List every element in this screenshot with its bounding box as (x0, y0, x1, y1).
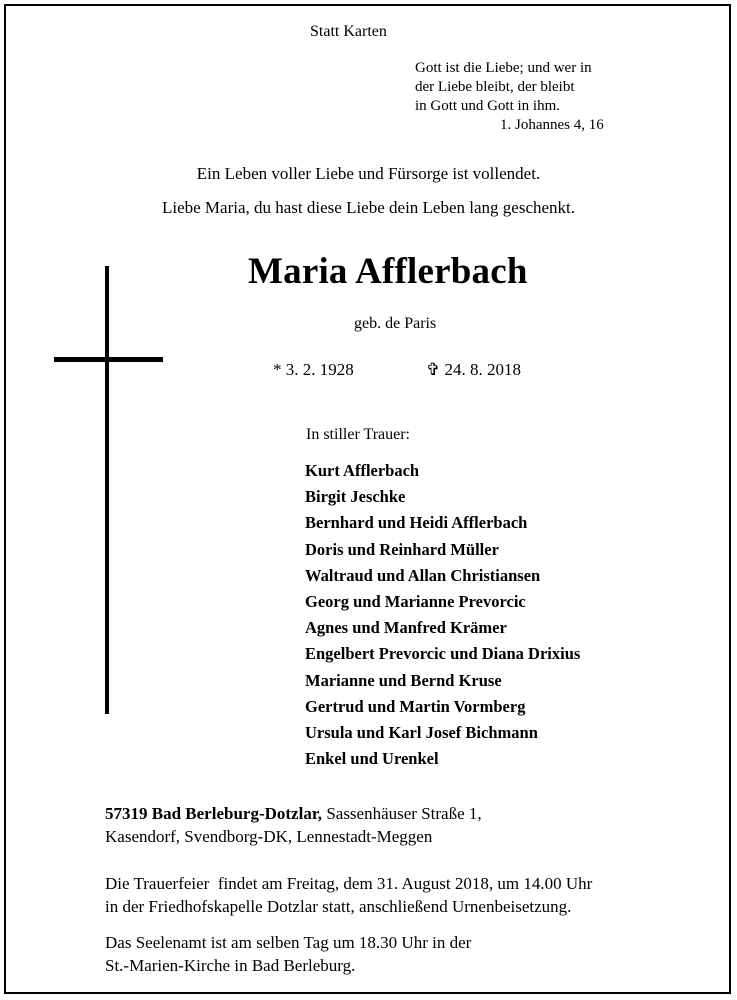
mourner-name: Kurt Afflerbach (305, 461, 420, 480)
verse-line: der Liebe bleibt, der bleibt (415, 79, 575, 95)
mourner-name: Marianne und Bernd Kruse (305, 670, 502, 690)
maiden-name: geb. de Paris (354, 315, 437, 332)
intro-line-2: Liebe Maria, du hast diese Liebe dein Leben lang geschenkt. (161, 198, 576, 217)
requiem-line-2: St.-Marien-Kirche in Bad Berleburg. (105, 956, 356, 975)
address-street: Sassenhäuser Straße 1, (322, 804, 482, 823)
requiem-line-1: Das Seelenamt ist am selben Tag um 18.30 Uhr in der (105, 933, 472, 952)
mourner-name: Doris und Reinhard Müller (305, 539, 499, 559)
mourners-heading: In stiller Trauer: (306, 426, 410, 443)
verse-line: Gott ist die Liebe; und wer in (415, 60, 592, 76)
address-city: 57319 Bad Berleburg-Dotzlar, (105, 804, 323, 823)
mourner-name: Ursula und Karl Josef Bichmann (305, 723, 538, 743)
cross-icon-horizontal (54, 357, 163, 362)
intro-line-1: Ein Leben voller Liebe und Fürsorge ist vollendet. (196, 164, 541, 183)
mourners-list (305, 458, 580, 772)
mourner-name: Birgit Jeschke (305, 487, 406, 507)
cross-icon-vertical (105, 266, 109, 714)
address-line-1 (105, 803, 482, 825)
birth-date: * 3. 2. 1928 (273, 360, 354, 379)
death-date: ✞ 24. 8. 2018 (426, 360, 521, 379)
mourner-name: Enkel und Urenkel (305, 749, 439, 769)
deceased-name: Maria Afflerbach (248, 251, 528, 292)
mourner-name: Agnes und Manfred Krämer (305, 618, 507, 638)
funeral-line-1: Die Trauerfeier findet am Freitag, dem 31. August 2018, um 14.00 Uhr (105, 874, 593, 893)
mourner-name: Waltraud und Allan Christiansen (305, 565, 541, 585)
mourner-name: Bernhard und Heidi Afflerbach (305, 513, 528, 533)
verse-reference: 1. Johannes 4, 16 (500, 117, 604, 133)
statt-karten-label: Statt Karten (310, 23, 387, 40)
funeral-line-2: in der Friedhofskapelle Dotzlar statt, anschließend Urnenbeisetzung. (105, 897, 572, 916)
mourner-name: Engelbert Prevorcic und Diana Drixius (305, 644, 581, 664)
verse-line: in Gott und Gott in ihm. (415, 98, 561, 114)
mourner-name: Gertrud und Martin Vormberg (305, 696, 526, 716)
mourner-name: Georg und Marianne Prevorcic (305, 592, 526, 612)
address-line-2: Kasendorf, Svendborg-DK, Lennestadt-Meggen (105, 827, 433, 846)
bible-verse (415, 59, 592, 116)
